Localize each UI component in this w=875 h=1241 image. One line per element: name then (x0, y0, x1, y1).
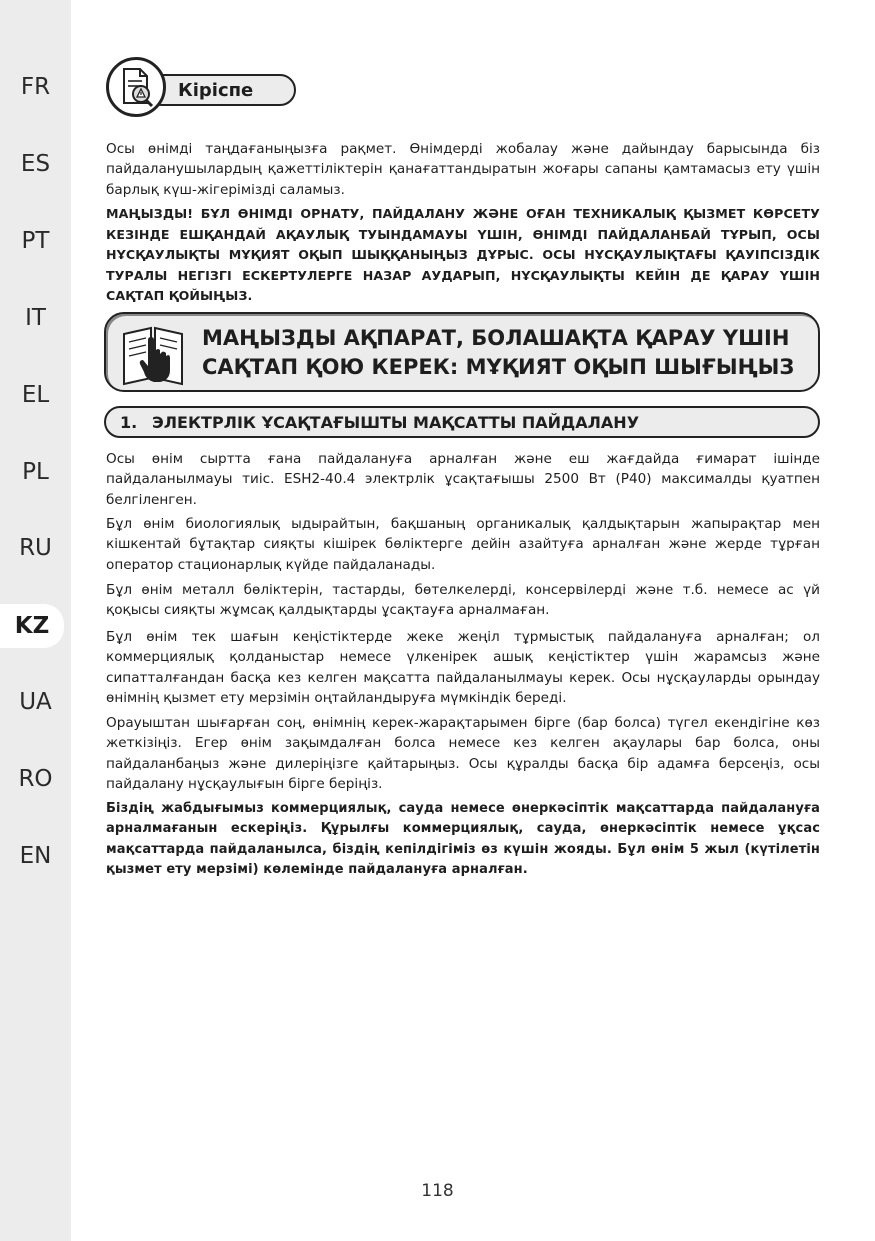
document-warning-icon (106, 57, 166, 117)
lang-tab-es[interactable]: ES (20, 151, 51, 177)
warning-paragraph (106, 204, 820, 307)
intro-header (106, 57, 306, 121)
paragraph-5 (106, 713, 820, 795)
lang-tab-pl[interactable]: PL (22, 459, 49, 485)
lang-tab-ua[interactable]: UA (19, 689, 52, 715)
closing-text: Біздің жабдығымыз коммерциялық, сауда немесе өнеркәсіптік мақсаттарда пайдалануға арналмағанын ескеріңіз. Құрылғы коммерциялық, сауда, өнеркәсіптік немесе ұқсас мақсаттарда пайдаланылса, біздің кепілдігіміз өз күшін жояды. Бұл өнім 5 жыл (күтілетін қызмет ету мерзімі) көлемінде пайдалануға арналған. (106, 801, 820, 878)
page-number: 118 (421, 1181, 454, 1201)
lang-tab-el[interactable]: EL (21, 382, 50, 408)
lang-tab-kz-active[interactable]: KZ (0, 604, 64, 648)
paragraph-text: Орауыштан шығарған соң, өнімнің керек-жарақтарымен бірге (бар болса) түгел екендігіне көз жеткізіңіз. Егер өнім зақымдалған болса немесе кез келген ақаулары бар болса, оны пайдаланбаңыз және дилеріңізге қайтарыңыз. Осы құралды басқа бір адамға берсеңіз, осы пайдалану нұсқаулығын бірге беріңіз. (106, 715, 820, 793)
lang-tab-en[interactable]: EN (19, 843, 52, 869)
lang-tab-fr[interactable]: FR (20, 74, 51, 100)
warning-text: МАҢЫЗДЫ! БҰЛ ӨНІМДІ ОРНАТУ, ПАЙДАЛАНУ ЖӘНЕ ОҒАН ТЕХНИКАЛЫҚ ҚЫЗМЕТ КӨРСЕТУ КЕЗІНДЕ ЕШҚАНДАЙ АҚАУЛЫҚ ТУЫНДАМАУЫ ҮШІН, ӨНІМДІ ПАЙДАЛАНБАЙ ТҰРЫП, ОСЫ НҰСҚАУЛЫҚТЫ МҰҚИЯТ ОҚЫП ШЫҚҚАНЫҢЫЗ ДҰРЫС. ОСЫ НҰСҚАУЛЫҚТАҒЫ ҚАУІПСІЗДІК ТУРАЛЫ НЕГІЗГІ ЕСКЕРТУЛЕРГЕ НАЗАР АУДАРЫП, НҰСҚАУЛЫҚТЫ КЕЙІН ДЕ ҚАРАУ ҮШІН САҚТАП ҚОЙЫҢЫЗ. (106, 206, 820, 304)
paragraph-text: Бұл өнім металл бөліктерін, тастарды, бөтелкелерді, консервілерді және т.б. немесе ас үй қоқысы сияқты жұмсақ қалдықтарды ұсақтауға арналмаған. (106, 582, 820, 619)
section-number: 1. (120, 412, 138, 432)
important-title-line2: САҚТАП ҚОЮ КЕРЕК: МҰҚИЯТ ОҚЫП ШЫҒЫҢЫЗ (202, 355, 795, 379)
important-info-box (104, 312, 820, 392)
lang-tab-ro[interactable]: RO (18, 766, 53, 792)
lang-tab-pt[interactable]: PT (21, 228, 50, 254)
section-title: ЭЛЕКТРЛІК ҰСАҚТАҒЫШТЫ МАҚСАТТЫ ПАЙДАЛАНУ (152, 412, 640, 432)
language-sidebar (0, 0, 71, 1241)
intro-text: Осы өнімді таңдағаныңызға рақмет. Өнімдерді жобалау және дайындау барысында біз пайдаланушылардың қажеттіліктерін қанағаттандыратын жоғары сапаны қамтамасыз ету үшін барлық күш-жігерімізді саламыз. (106, 141, 820, 198)
paragraph-text: Бұл өнім биологиялық ыдырайтын, бақшаның органикалық қалдықтарын жапырақтар мен кішкентай бұтақтар сияқты кішірек бөліктерге дейін азайтуға арналған және жерде тұрған оператор стационарлық күйде пайдаланады. (106, 516, 820, 573)
paragraph-1 (106, 449, 820, 510)
intro-paragraph (106, 139, 820, 200)
lang-tab-it[interactable]: IT (25, 305, 46, 331)
paragraph-4 (106, 627, 820, 709)
important-title-line1: МАҢЫЗДЫ АҚПАРАТ, БОЛАШАҚТА ҚАРАУ ҮШІН (202, 326, 790, 350)
paragraph-2 (106, 514, 820, 575)
manual-hand-icon (118, 320, 188, 388)
important-title (202, 324, 812, 382)
paragraph-3 (106, 580, 820, 621)
lang-tab-ru[interactable]: RU (19, 535, 52, 561)
intro-title: Кіріспе (146, 74, 296, 106)
section-heading (104, 406, 820, 438)
paragraph-text: Бұл өнім тек шағын кеңістіктерде жеке жеңіл тұрмыстық пайдалануға арналған; ол коммерциялық қолданыстар немесе үлкенірек ашық кеңістіктер үшін жарамсыз және сипатталғандан басқа кез келген мақсатта пайдаланылмауы керек. Осы нұсқауларды орындау өнімнің қызмет ету мерзімін оңтайландыруға мүмкіндік береді. (106, 629, 820, 707)
closing-paragraph (106, 799, 820, 881)
paragraph-text: Осы өнім сыртта ғана пайдалануға арналған және еш жағдайда ғимарат ішінде пайдаланылмауы тиіс. ESH2-40.4 электрлік ұсақтағышы 2500 Вт (P40) максималды қуатпен белгіленген. (106, 451, 820, 508)
